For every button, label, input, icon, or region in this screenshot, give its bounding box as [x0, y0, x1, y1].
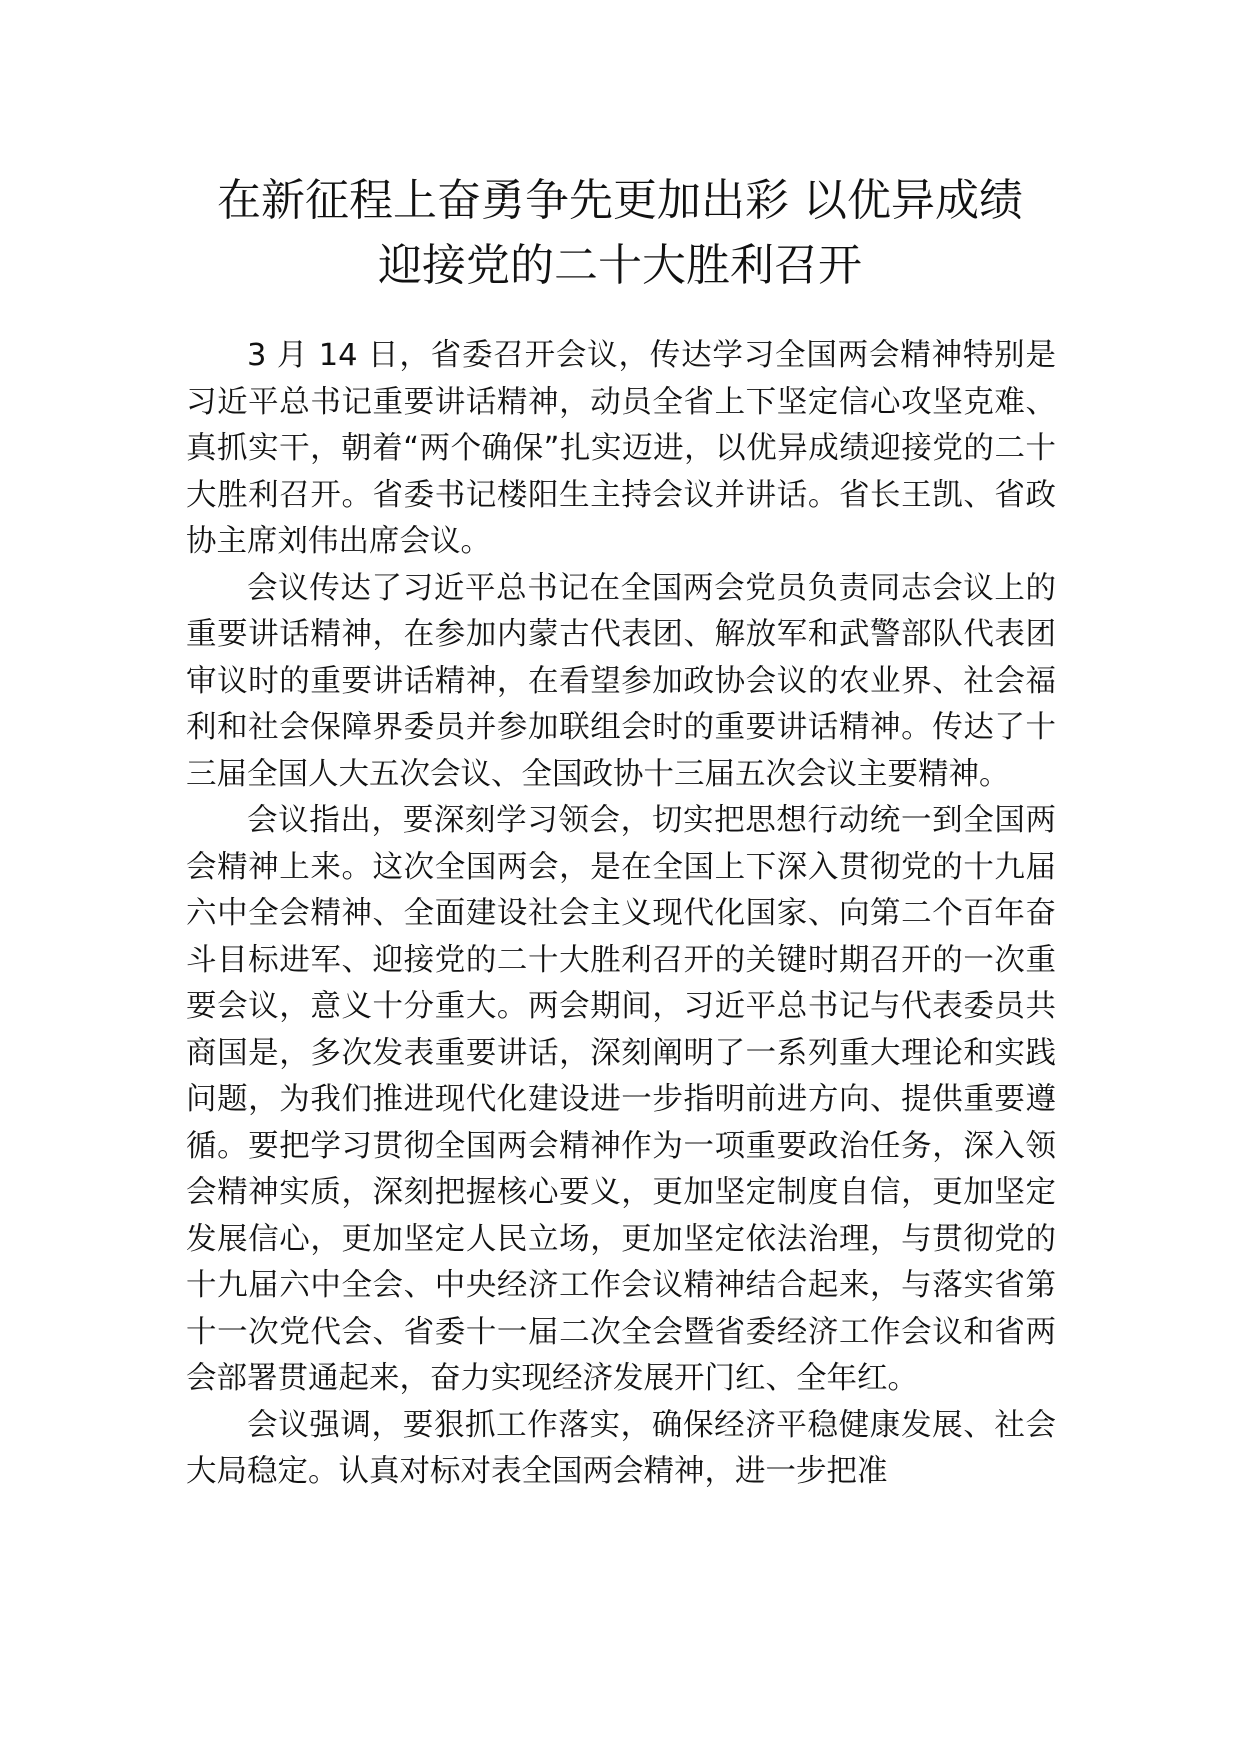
document-title-line-2: 迎接党的二十大胜利召开	[378, 240, 862, 291]
paragraph-2: 会议传达了习近平总书记在全国两会党员负责同志会议上的重要讲话精神，在参加内蒙古代表团、解放军和武警部队代表团审议时的重要讲话精神，在看望参加政协会议的农业界、社会福利和社会保障界委员并参加联组会时的重要讲话精神。传达了十三届全国人大五次会议、全国政协十三届五次会议主要精神。	[186, 570, 1056, 792]
document-body	[186, 333, 1056, 1496]
paragraph-3: 会议指出，要深刻学习领会，切实把思想行动统一到全国两会精神上来。这次全国两会，是在全国上下深入贯彻党的十九届六中全会精神、全面建设社会主义现代化国家、向第二个百年奋斗目标进军、迎接党的二十大胜利召开的关键时期召开的一次重要会议，意义十分重大。两会期间，习近平总书记与代表委员共商国是，多次发表重要讲话，深刻阐明了一系列重大理论和实践问题，为我们推进现代化建设进一步指明前进方向、提供重要遵循。要把学习贯彻全国两会精神作为一项重要政治任务，深入领会精神实质，深刻把握核心要义，更加坚定制度自信，更加坚定发展信心，更加坚定人民立场，更加坚定依法治理，与贯彻党的十九届六中全会、中央经济工作会议精神结合起来，与落实省第十一次党代会、省委十一届二次全会暨省委经济工作会议和省两会部署贯通起来，奋力实现经济发展开门红、全年红。	[186, 803, 1056, 1396]
paragraph-1: 3 月 14 日，省委召开会议，传达学习全国两会精神特别是习近平总书记重要讲话精神，动员全省上下坚定信心攻坚克难、真抓实干，朝着“两个确保”扎实迈进，以优异成绩迎接党的二十大胜利召开。省委书记楼阳生主持会议并讲话。省长王凯、省政协主席刘伟出席会议。	[186, 338, 1056, 559]
document-title-line-1: 在新征程上奋勇争先更加出彩 以优异成绩	[217, 175, 1023, 226]
paragraph-4: 会议强调，要狠抓工作落实，确保经济平稳健康发展、社会大局稳定。认真对标对表全国两会精神，进一步把准	[186, 1407, 1056, 1489]
